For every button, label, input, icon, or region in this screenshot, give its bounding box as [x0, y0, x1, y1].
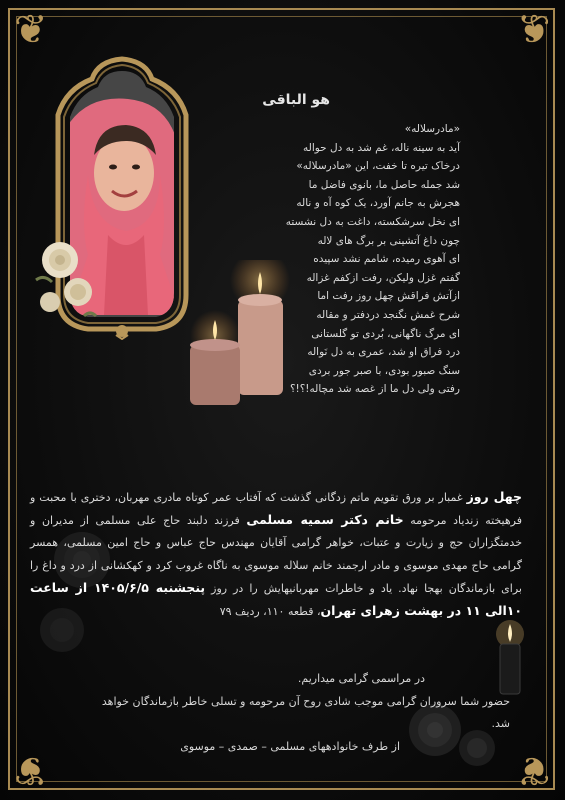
- memorial-poem: [270, 120, 460, 399]
- closing-text: [100, 668, 510, 758]
- poem-line: شرح غمش نگنجد دردفتر و مقاله: [316, 308, 460, 321]
- poem-line: گفتم غزل ولیکن، رفت ازکفم غزاله: [306, 271, 460, 284]
- poem-line: آید به سینه ناله، غم شد به دل حواله: [302, 141, 460, 154]
- poem-line: درد فراق او شد، عمری به دل نَواله: [307, 346, 460, 359]
- ceremony-location: ، قطعه ۱۱۰، ردیف ۷۹: [219, 605, 321, 619]
- closing-line: حضور شما سروران گرامی موجب شادی روح آن مرحومه و تسلی خاطر بازماندگان خواهد شد.: [101, 694, 510, 731]
- announcement-text: غمبار بر ورق تقویم ماتم زدگانی گذشت که آفتاب عمر کوتاه مادری مهربان، دختری با محبت و فرهیخته زندیاد مرحومه: [30, 491, 522, 528]
- poem-line: سنگ صبور بودی، با صبر جور بردی: [308, 364, 460, 377]
- announcement-text: فرزند دلبند حاج علی مسلمی از مدیران و خدمتگزاران حج و زیارت و عتبات، خواهر گرامی آقایان مهندس حاج عباس و حاج امین مسلمی، همسر گرامی حاج مهدی موسوی و مادر ارجمند خانم سلاله موسوی به ناگاه غروب کرد و کهکشانی از درد و داغ را برای بازماندگان بهجا نهاد. یاد و خاطرات مهربانیهایش را در روز: [30, 514, 522, 595]
- poem-line: ازآتش فراقش چهل روز رفت اما: [317, 290, 460, 303]
- family-signature: از طرف خانوادههای مسلمی – صمدی – موسوی: [180, 739, 400, 753]
- poem-line: ای آهوی رمیده، شامم نشد سپیده: [313, 253, 460, 266]
- rose-bouquet-icon: [30, 230, 100, 330]
- page-title: هو الباقی: [262, 92, 330, 108]
- poem-line: چون داغ آتشینی بر برگ های لاله: [317, 234, 460, 247]
- poem-line: رفتی ولی دل ما از غصه شد مچاله!؟!؟: [289, 383, 460, 396]
- ceremony-date: پنجشنبه ۱۴۰۵/۶/۵ از ساعت ۱۰الی ۱۱ در بهشت زهرای تهران: [30, 579, 522, 619]
- corner-ornament-icon: ❦: [14, 7, 48, 53]
- memorial-announcement: [30, 486, 522, 623]
- deceased-name: خانم دکتر سمیه مسلمی: [246, 512, 404, 528]
- corner-ornament-icon: ❦: [517, 747, 551, 793]
- poem-line: ای مرگ ناگهانی، بُردی تو گلستانی: [311, 327, 460, 340]
- poem-line: هجرش به جانم آورد، یک کوه آه و ناله: [296, 197, 460, 210]
- corner-ornament-icon: ❦: [517, 7, 551, 53]
- closing-line: در مراسمی گرامی میداریم.: [297, 672, 425, 685]
- poem-line: ای نخل سرشکسته، داغت به دل نشسته: [285, 215, 460, 228]
- poem-line: درخاک تیره تا خفت، این «مادرسلاله»: [296, 160, 460, 173]
- poem-line: شد جمله حاصل ما، بانوی فاضل ما: [308, 178, 460, 191]
- poem-heading: «مادرسلاله»: [404, 123, 460, 135]
- forty-days-label: چهل روز: [466, 489, 523, 504]
- corner-ornament-icon: ❦: [14, 747, 48, 793]
